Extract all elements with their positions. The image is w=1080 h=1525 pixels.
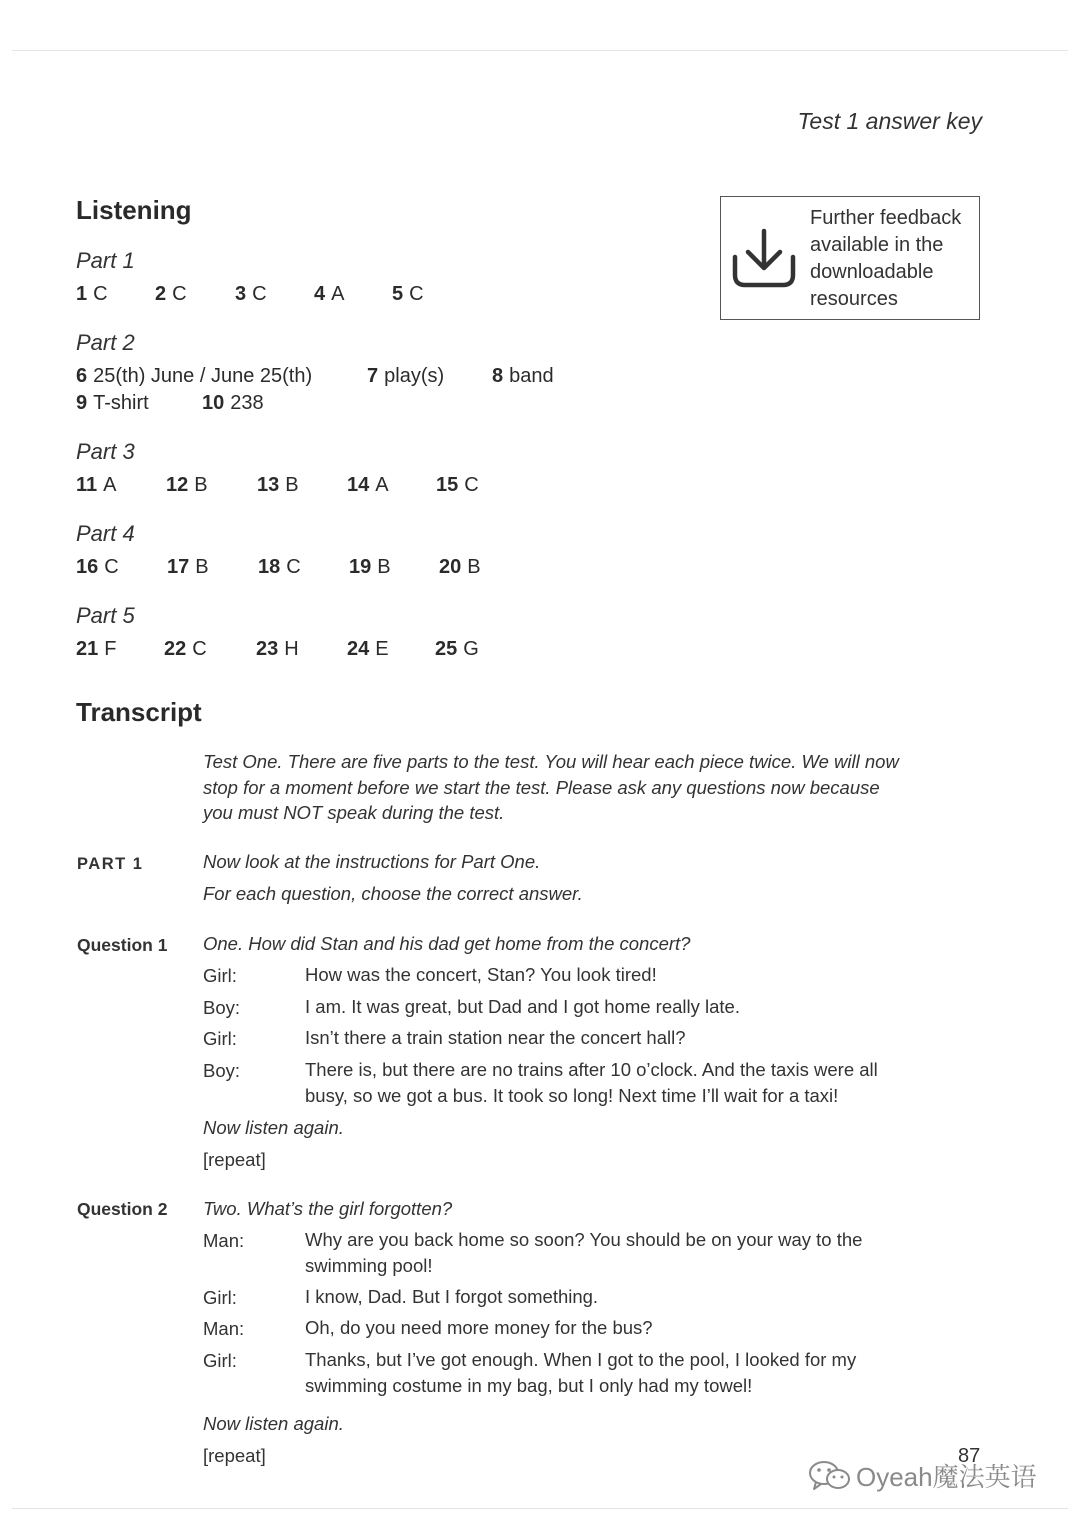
answer-item: 20 B [439,556,481,578]
answer-item: 25 G [435,638,479,660]
answer-item: 5 C [392,283,424,305]
speech-text: I know, Dad. But I forgot something. [305,1286,599,1307]
answer-item: 22 C [164,638,207,660]
speaker-label: Girl: [203,965,237,986]
speaker-label: Girl: [203,1350,237,1371]
feedback-line: downloadable [810,261,934,283]
answer-item: 3 C [235,283,267,305]
answer-item: 19 B [349,556,391,578]
answer-item: 11 A [76,474,117,496]
transcript-heading: Transcript [76,697,202,727]
download-icon [731,227,797,289]
part-2-title: Part 2 [76,330,135,355]
question-2-label: Question 2 [77,1199,168,1219]
question-1-prompt: One. How did Stan and his dad get home from the concert? [203,933,691,954]
answer-item: 15 C [436,474,479,496]
running-head: Test 1 answer key [797,108,982,134]
answer-item: 21 F [76,638,117,660]
answer-item: 24 E [347,638,389,660]
answer-item: 14 A [347,474,389,496]
speaker-label: Boy: [203,1060,241,1081]
listen-again: Now listen again. [203,1117,344,1138]
answer-item: 13 B [257,474,299,496]
speech-text: Oh, do you need more money for the bus? [305,1317,653,1338]
speech-text: How was the concert, Stan? You look tired! [305,964,657,985]
answer-item: 4 A [314,283,345,305]
top-rule [12,50,1068,51]
speech-text: There is, but there are no trains after 10 o’clock. And the taxis were all busy, so we got a bus. It took so long! Next time I’ll wait for a taxi! [305,1059,878,1106]
wechat-icon [808,1459,852,1493]
part-4-title: Part 4 [76,521,135,546]
transcript-intro: Test One. There are five parts to the test. You will hear each piece twice. We will now stop for a moment before we start the test. Please ask any questions now because you must NOT speak during the test. [203,751,899,823]
answer-item: 6 25(th) June / June 25(th) [76,365,313,387]
answer-item: 16 C [76,556,119,578]
speech-text: Isn’t there a train station near the concert hall? [305,1027,686,1048]
speaker-label: Boy: [203,997,241,1018]
speaker-label: Man: [203,1230,245,1251]
speech-text: Thanks, but I’ve got enough. When I got to the pool, I looked for my swimming costume in my bag, but I only had my towel! [305,1349,857,1396]
part-5-title: Part 5 [76,603,135,628]
part-1-title: Part 1 [76,248,135,273]
listen-again: Now listen again. [203,1413,344,1434]
question-1-label: Question 1 [77,935,168,955]
listening-heading: Listening [76,195,192,225]
answer-item: 10 238 [202,392,264,414]
part-1-instruction: For each question, choose the correct answer. [203,883,583,904]
repeat-marker: [repeat] [203,1149,266,1170]
speech-text: I am. It was great, but Dad and I got home really late. [305,996,740,1017]
answer-item: 2 C [155,283,187,305]
feedback-text [810,205,980,313]
watermark-text: Oyeah魔法英语 [856,1462,1037,1492]
answer-item: 17 B [167,556,209,578]
speaker-label: Girl: [203,1287,237,1308]
speech-text: Why are you back home so soon? You should be on your way to the swimming pool! [305,1229,863,1276]
part-1-label: PART 1 [77,855,144,873]
part-1-instruction: Now look at the instructions for Part One. [203,851,541,872]
feedback-line: available in the [810,234,944,256]
answer-item: 9 T-shirt [76,392,149,414]
speaker-label: Man: [203,1318,245,1339]
feedback-line: resources [810,288,898,310]
answer-item: 23 H [256,638,299,660]
question-2-prompt: Two. What’s the girl forgotten? [203,1198,453,1219]
answer-item: 1 C [76,283,108,305]
answer-item: 7 play(s) [367,365,445,387]
answer-item: 18 C [258,556,301,578]
repeat-marker: [repeat] [203,1445,266,1466]
speaker-label: Girl: [203,1028,237,1049]
page-number: 87 [958,1445,981,1467]
feedback-line: Further feedback [810,207,962,229]
part-3-title: Part 3 [76,439,135,464]
answer-item: 12 B [166,474,208,496]
feedback-box [720,196,980,320]
bottom-rule [12,1508,1068,1509]
answer-item: 8 band [492,365,554,387]
